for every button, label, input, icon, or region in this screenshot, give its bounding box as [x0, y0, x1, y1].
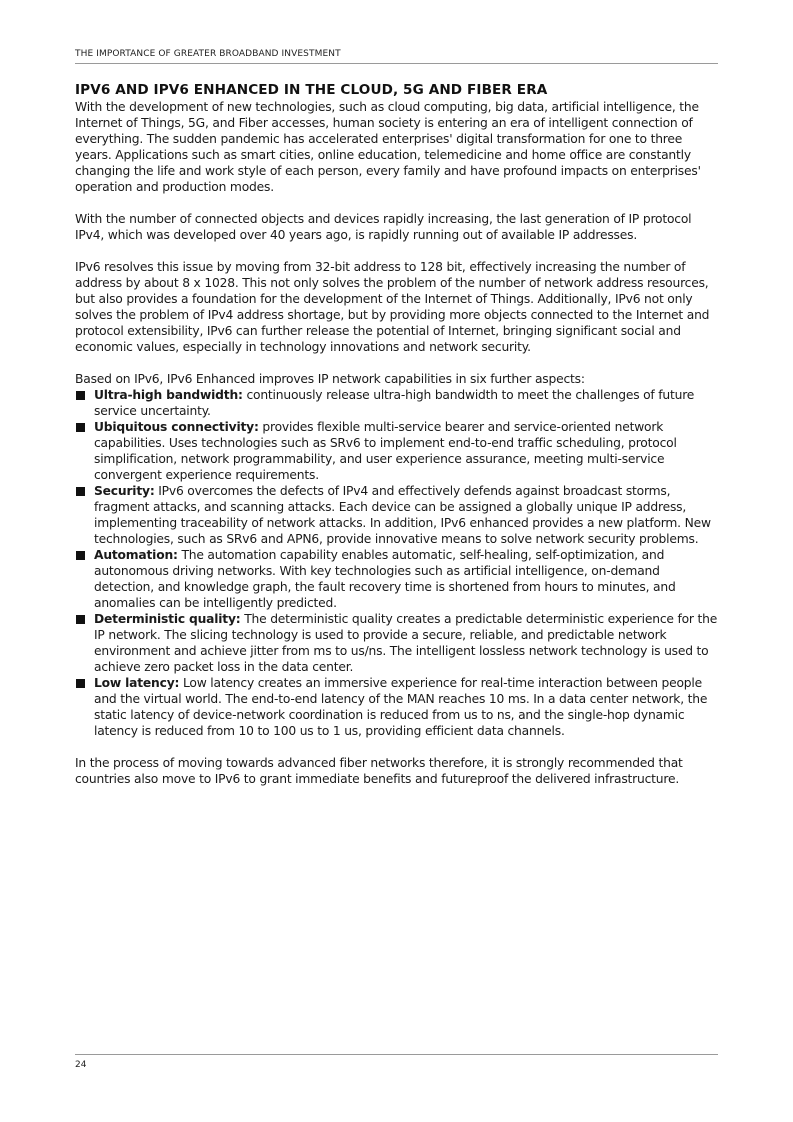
list-item	[75, 419, 720, 483]
square-bullet-icon	[76, 615, 85, 624]
square-bullet-icon	[76, 391, 85, 400]
paragraph-ipv4-exhaustion: With the number of connected objects and devices rapidly increasing, the last generation of IP protocol IPv4, which was developed over 40 years ago, is rapidly running out of available IP addresses.	[75, 212, 692, 242]
bullet-term: Deterministic quality:	[94, 612, 241, 626]
list-intro: Based on IPv6, IPv6 Enhanced improves IP network capabilities in six further aspects:	[75, 372, 585, 386]
bullet-text: IPv6 overcomes the defects of IPv4 and effectively defends against broadcast storms, fragment attacks, and scanning attacks. Each device can be assigned a globally unique IP address, implementing traceability of network attacks. In addition, IPv6 enhanced provides a new platform. New technologies, such as SRv6 and APN6, provide innovative means to solve network security problems.	[94, 484, 711, 546]
bullet-term: Low latency:	[94, 676, 180, 690]
bullet-text: The automation capability enables automatic, self-healing, self-optimization, and autonomous driving networks. With key technologies such as artificial intelligence, on-demand detection, and knowledge graph, the fault recovery time is shortened from hours to minutes, and anomalies can be intelligently predicted.	[94, 548, 676, 610]
square-bullet-icon	[76, 551, 85, 560]
square-bullet-icon	[76, 679, 85, 688]
bullet-term: Security:	[94, 484, 155, 498]
section-title: IPV6 AND IPV6 ENHANCED IN THE CLOUD, 5G AND FIBER ERA	[75, 82, 548, 98]
list-item	[75, 675, 720, 739]
list-item	[75, 483, 720, 547]
running-header: THE IMPORTANCE OF GREATER BROADBAND INVESTMENT	[75, 49, 718, 64]
aspects-list	[75, 387, 720, 739]
list-item	[75, 387, 720, 419]
paragraph-ipv6-benefits: IPv6 resolves this issue by moving from 32-bit address to 128 bit, effectively increasing the number of address by about 8 x 1028. This not only solves the problem of the number of network address resources, but also provides a foundation for the development of the Internet of Things. Additionally, IPv6 not only solves the problem of IPv4 address shortage, but by providing more objects connected to the Internet and protocol extensibility, IPv6 can further release the potential of Internet, bringing significant social and economic values, especially in technology innovations and network security.	[75, 260, 710, 354]
footer-divider	[75, 1054, 718, 1055]
bullet-text: continuously release ultra-high bandwidth to meet the challenges of future service uncertainty.	[94, 388, 695, 418]
paragraph-closing: In the process of moving towards advanced fiber networks therefore, it is strongly recommended that countries also move to IPv6 to grant immediate benefits and futureproof the delivered infrastructure.	[75, 756, 683, 786]
bullet-text: Low latency creates an immersive experience for real-time interaction between people and the virtual world. The end-to-end latency of the MAN reaches 10 ms. In a data center network, the static latency of device-network coordination is reduced from us to ns, and the single-hop dynamic latency is reduced from 10 to 100 us to 1 us, providing efficient data channels.	[94, 676, 708, 738]
page-number: 24	[75, 1060, 87, 1070]
bullet-text: The deterministic quality creates a predictable deterministic experience for the IP network. The slicing technology is used to provide a secure, reliable, and predictable network environment and achieve jitter from ms to us/ns. The intelligent lossless network technology is used to achieve zero packet loss in the data center.	[94, 612, 718, 674]
bullet-term: Ubiquitous connectivity:	[94, 420, 259, 434]
bullet-term: Ultra-high bandwidth:	[94, 388, 243, 402]
square-bullet-icon	[76, 487, 85, 496]
paragraph-intro: With the development of new technologies, such as cloud computing, big data, artificial intelligence, the Internet of Things, 5G, and Fiber accesses, human society is entering an era of intelligent connection of everything. The sudden pandemic has accelerated enterprises' digital transformation for one to three years. Applications such as smart cities, online education, telemedicine and home office are constantly changing the life and work style of each person, every family and have profound impacts on enterprises' operation and production modes.	[75, 100, 701, 194]
body-content	[75, 99, 720, 803]
list-item	[75, 547, 720, 611]
list-item	[75, 611, 720, 675]
bullet-term: Automation:	[94, 548, 178, 562]
bullet-text: provides flexible multi-service bearer and service-oriented network capabilities. Uses technologies such as SRv6 to implement end-to-end traffic scheduling, protocol simplification, network programmability, and user experience assurance, meeting multi-service convergent experience requirements.	[94, 420, 677, 482]
square-bullet-icon	[76, 423, 85, 432]
